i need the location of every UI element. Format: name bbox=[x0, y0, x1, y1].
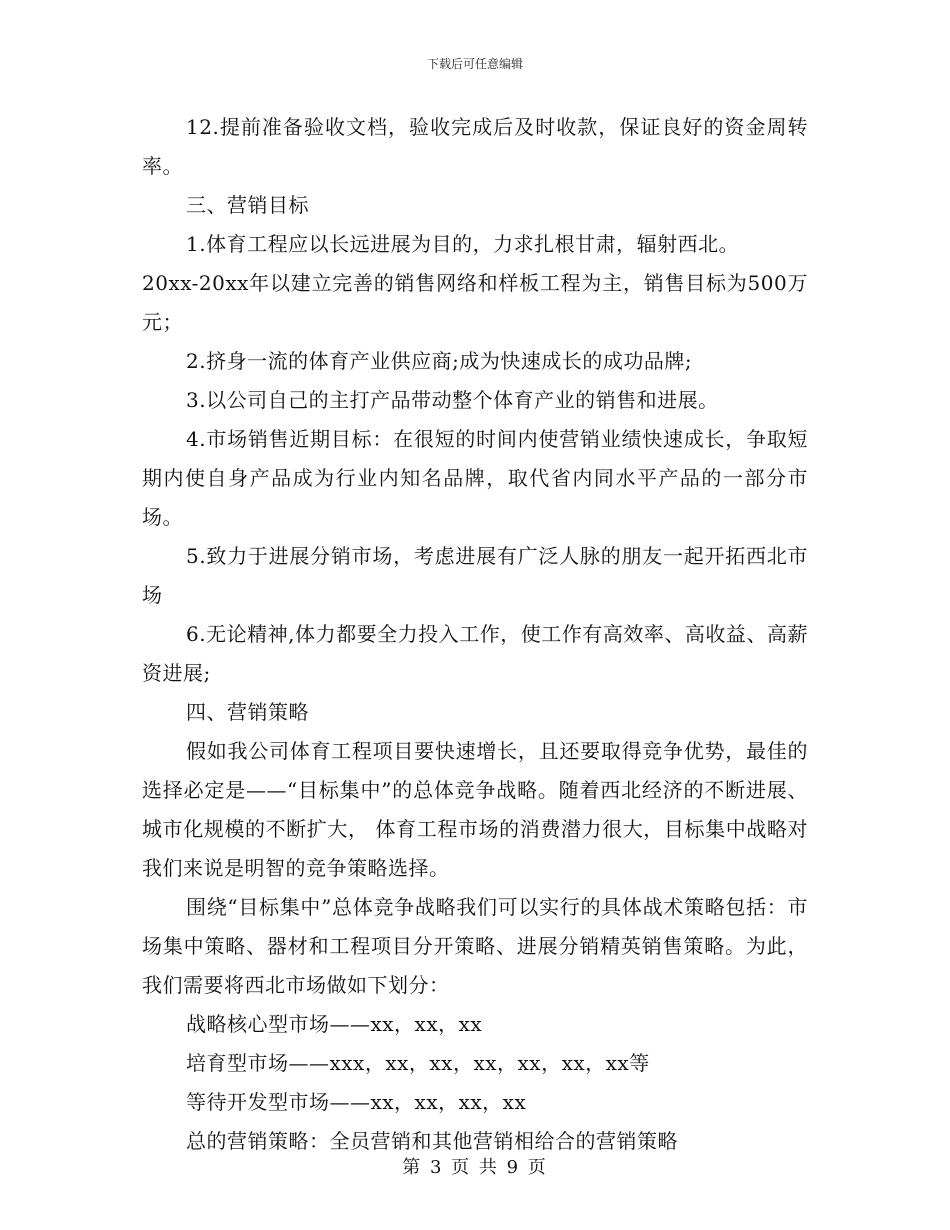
paragraph: 12.提前准备验收文档，验收完成后及时收款，保证良好的资金周转率。 bbox=[142, 115, 808, 178]
section-heading: 三、营销目标 bbox=[186, 193, 309, 217]
market-item: 培育型市场——xxx，xx，xx，xx，xx，xx，xx等 bbox=[186, 1051, 650, 1075]
paragraph: 3.以公司自己的主打产品带动整个体育产业的销售和进展。 bbox=[186, 388, 719, 412]
market-item: 战略核心型市场——xx，xx，xx bbox=[186, 1012, 483, 1036]
paragraph: 4.市场销售近期目标：在很短的时间内使营销业绩快速成长，争取短期内使自身产品成为行业内知名品牌，取代省内同水平产品的一部分市场。 bbox=[142, 427, 808, 529]
page-footer: 第 3 页 共 9 页 bbox=[402, 1157, 548, 1178]
paragraph: 2.挤身一流的体育产业供应商;成为快速成长的成功品牌; bbox=[186, 349, 693, 373]
paragraph: 假如我公司体育工程项目要快速增长，且还要取得竞争优势，最佳的选择必定是——“目标集中”的总体竞争战略。随着西北经济的不断进展、城市化规模的不断扩大， 体育工程市场的消费潜力很大，目标集中战略对我们来说是明智的竞争策略选择。 bbox=[142, 739, 808, 880]
paragraph: 6.无论精神,体力都要全力投入工作，使工作有高效率、高收益、高薪资进展; bbox=[142, 622, 808, 685]
document-body bbox=[142, 108, 808, 1161]
paragraph: 围绕“目标集中”总体竞争战略我们可以实行的具体战术策略包括：市场集中策略、器材和工程项目分开策略、进展分销精英销售策略。为此，我们需要将西北市场做如下划分： bbox=[142, 895, 808, 997]
paragraph: 1.体育工程应以长远进展为目的，力求扎根甘肃，辐射西北。 bbox=[186, 232, 740, 256]
paragraph: 5.致力于进展分销市场，考虑进展有广泛人脉的朋友一起开拓西北市场 bbox=[142, 544, 808, 607]
section-heading: 四、营销策略 bbox=[186, 700, 309, 724]
page-header: 下载后可任意编辑 bbox=[426, 57, 523, 71]
market-item: 等待开发型市场——xx，xx，xx，xx bbox=[186, 1090, 527, 1114]
paragraph: 20xx-20xx年以建立完善的销售网络和样板工程为主，销售目标为500万元； bbox=[142, 271, 808, 334]
paragraph: 总的营销策略：全员营销和其他营销相给合的营销策略 bbox=[186, 1129, 678, 1153]
